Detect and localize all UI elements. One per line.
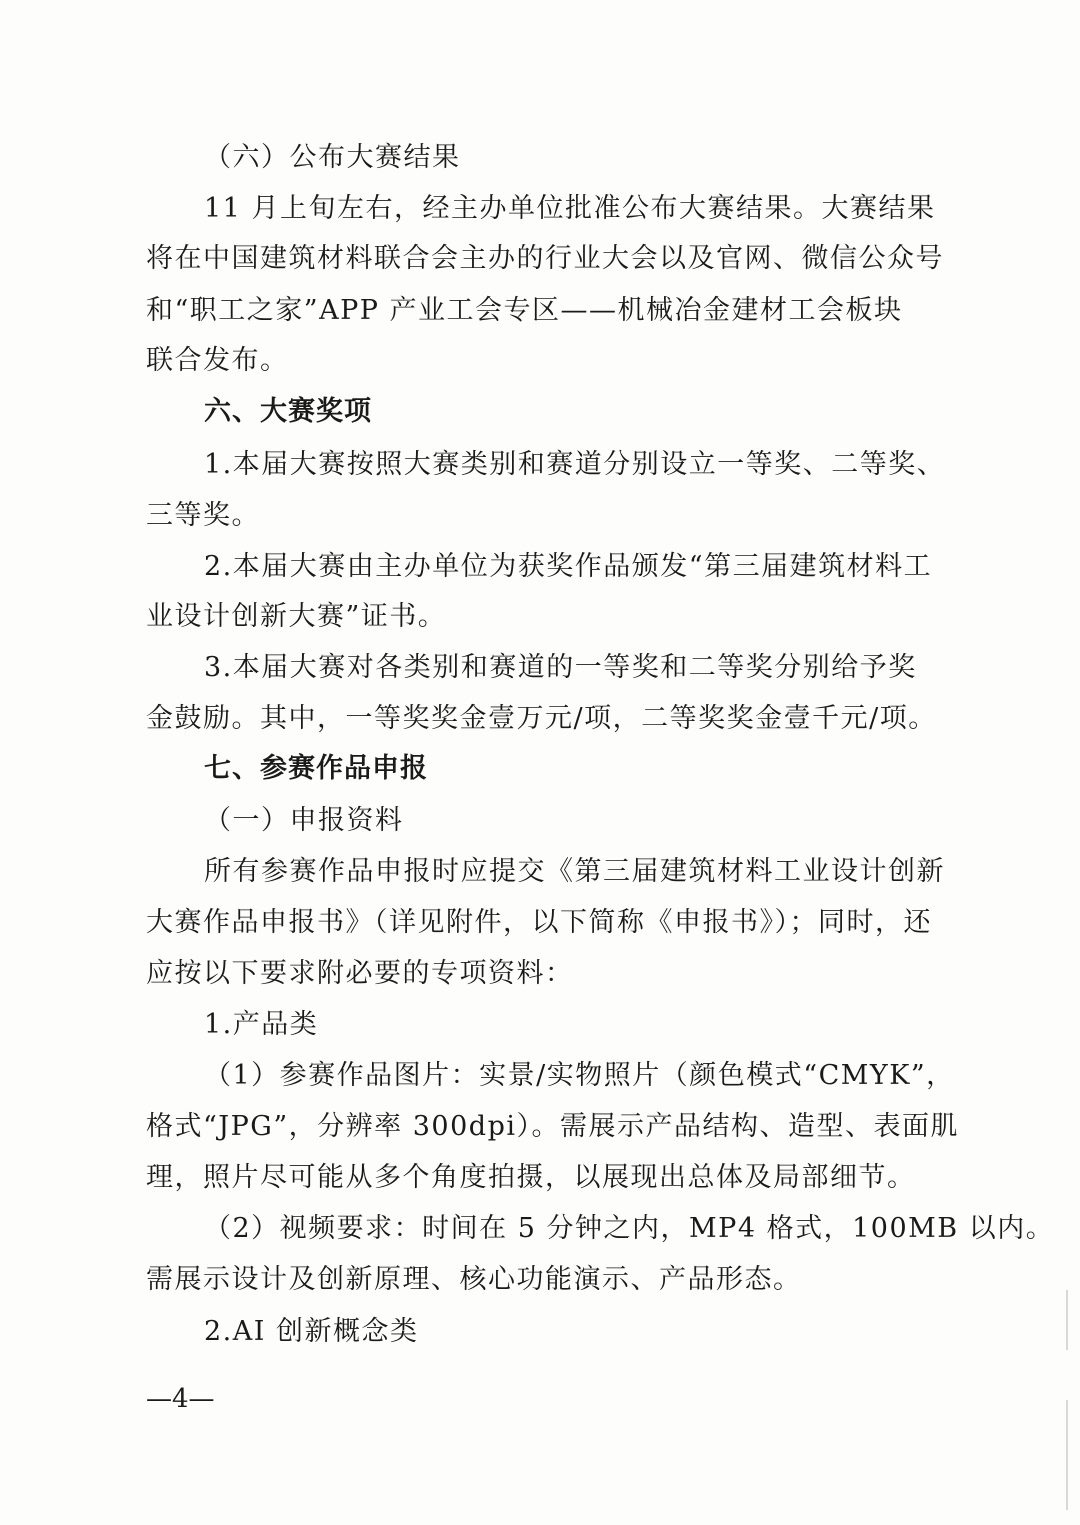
subsection-heading-materials: （一）申报资料	[204, 805, 404, 836]
section-heading-submission: 七、参赛作品申报	[204, 753, 428, 784]
paragraph-line: 2.本届大赛由主办单位为获奖作品颁发“第三届建筑材料工	[204, 551, 933, 582]
paragraph-line: （1）参赛作品图片：实景/实物照片（颜色模式“CMYK”，	[204, 1060, 955, 1091]
paragraph-line: 和“职工之家”APP 产业工会专区——机械冶金建材工会板块	[146, 295, 903, 326]
paragraph-line: 所有参赛作品申报时应提交《第三届建筑材料工业设计创新	[204, 856, 945, 887]
paragraph-line: （2）视频要求：时间在 5 分钟之内，MP4 格式，100MB 以内。	[204, 1213, 1055, 1244]
paragraph-line: 1.本届大赛按照大赛类别和赛道分别设立一等奖、二等奖、	[204, 449, 946, 480]
paragraph-line: 格式“JPG”，分辨率 300dpi）。需展示产品结构、造型、表面肌	[146, 1111, 959, 1142]
paragraph-line: 业设计创新大赛”证书。	[146, 601, 447, 632]
paragraph-line: 金鼓励。其中，一等奖奖金壹万元/项，二等奖奖金壹千元/项。	[146, 703, 937, 734]
item-heading-product: 1.产品类	[204, 1009, 319, 1040]
item-heading-ai-concept: 2.AI 创新概念类	[204, 1316, 419, 1347]
paragraph-line: 11 月上旬左右，经主办单位批准公布大赛结果。大赛结果	[204, 193, 936, 224]
paragraph-line: 3.本届大赛对各类别和赛道的一等奖和二等奖分别给予奖	[204, 652, 917, 683]
paragraph-line: 应按以下要求附必要的专项资料：	[146, 958, 574, 989]
scan-edge-mark	[1066, 1400, 1068, 1510]
paragraph-line: 需展示设计及创新原理、核心功能演示、产品形态。	[146, 1264, 802, 1295]
section-heading-awards: 六、大赛奖项	[204, 396, 372, 427]
paragraph-line: 大赛作品申报书》（详见附件，以下简称《申报书》）；同时，还	[146, 907, 932, 938]
section-heading-announce-results: （六）公布大赛结果	[204, 142, 461, 173]
paragraph-line: 理，照片尽可能从多个角度拍摄，以展现出总体及局部细节。	[146, 1162, 916, 1193]
paragraph-line: 三等奖。	[146, 500, 260, 531]
page-number: —4—	[146, 1384, 215, 1414]
paragraph-line: 联合发布。	[146, 345, 289, 376]
scan-edge-mark	[1066, 1290, 1068, 1350]
paragraph-line: 将在中国建筑材料联合会主办的行业大会以及官网、微信公众号	[146, 243, 944, 274]
